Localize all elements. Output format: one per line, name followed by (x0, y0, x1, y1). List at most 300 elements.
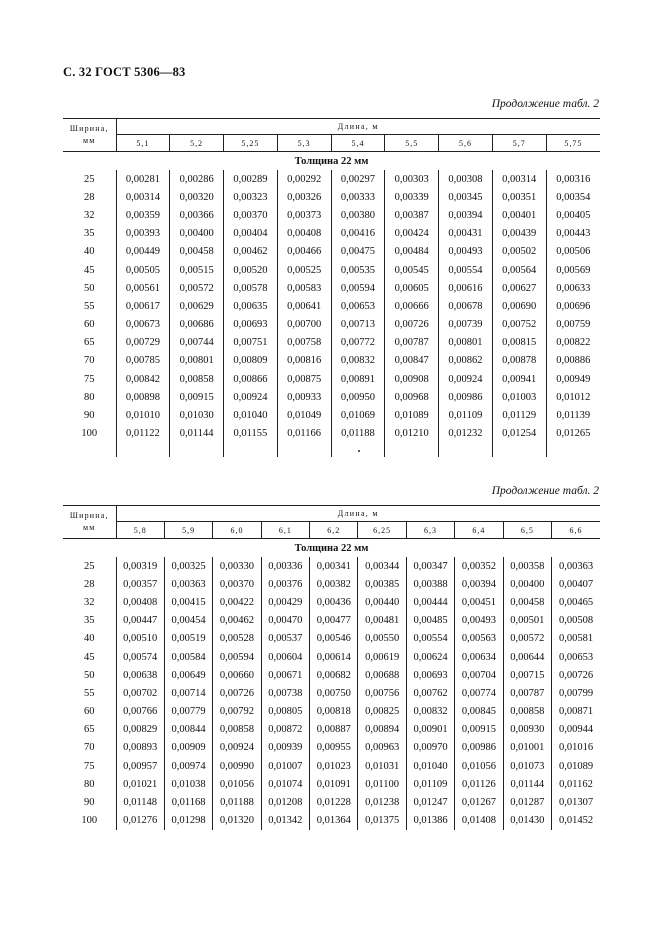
value-cell: 0,01228 (310, 793, 358, 811)
length-column-header: 5,25 (224, 135, 278, 152)
table-row (63, 721, 600, 739)
value-cell: 0,00714 (164, 684, 212, 702)
value-cell: 0,00930 (503, 721, 551, 739)
value-cell: 0,00858 (213, 721, 261, 739)
value-cell: 0,00909 (164, 739, 212, 757)
length-column-header: 6,2 (310, 522, 358, 539)
table-tail (63, 443, 600, 457)
value-cell: 0,01210 (385, 425, 439, 443)
value-cell: 0,00990 (213, 757, 261, 775)
value-cell: 0,01010 (116, 406, 170, 424)
value-cell: 0,00424 (385, 225, 439, 243)
value-cell: 0,00678 (439, 297, 493, 315)
value-cell: 0,00866 (224, 370, 278, 388)
value-cell: 0,01298 (164, 812, 212, 830)
value-cell: 0,00801 (170, 352, 224, 370)
length-group-header: Длина, м (116, 119, 600, 135)
value-cell: 0,00515 (170, 261, 224, 279)
value-cell: 0,00924 (439, 370, 493, 388)
width-cell: 45 (84, 651, 95, 663)
value-cell: 0,00924 (213, 739, 261, 757)
value-cell: 0,00968 (385, 388, 439, 406)
value-cell: 0,00363 (552, 557, 601, 575)
value-cell: 0,00477 (310, 612, 358, 630)
value-cell: 0,00528 (213, 630, 261, 648)
value-cell: 0,00792 (213, 703, 261, 721)
value-cell: 0,01430 (503, 812, 551, 830)
value-cell: 0,00641 (277, 297, 331, 315)
value-cell: 0,01232 (439, 425, 493, 443)
value-cell: 0,00759 (546, 316, 600, 334)
value-cell: 0,00481 (358, 612, 406, 630)
width-cell: 35 (84, 615, 95, 627)
value-cell: 0,00581 (552, 630, 601, 648)
value-cell: 0,00465 (552, 593, 601, 611)
value-cell: 0,00801 (439, 334, 493, 352)
value-cell: 0,00604 (261, 648, 309, 666)
weight-table-2 (63, 505, 600, 830)
value-cell: 0,00702 (116, 684, 164, 702)
value-cell: 0,01100 (358, 775, 406, 793)
value-cell: 0,00847 (385, 352, 439, 370)
value-cell: 0,01091 (310, 775, 358, 793)
value-cell: 0,00686 (170, 316, 224, 334)
length-column-header: 5,9 (164, 522, 212, 539)
value-cell: 0,00963 (358, 739, 406, 757)
value-cell: 0,00886 (546, 352, 600, 370)
table-row (63, 757, 600, 775)
width-cell: 80 (84, 391, 95, 403)
value-cell: 0,00382 (310, 575, 358, 593)
value-cell: 0,00510 (116, 630, 164, 648)
value-cell: 0,01307 (552, 793, 601, 811)
value-cell: 0,00818 (310, 703, 358, 721)
value-cell: 0,01375 (358, 812, 406, 830)
value-cell: 0,00696 (546, 297, 600, 315)
value-cell: 0,00729 (116, 334, 170, 352)
length-column-header: 6,25 (358, 522, 406, 539)
value-cell: 0,00354 (546, 188, 600, 206)
value-cell: 0,00493 (439, 243, 493, 261)
value-cell: 0,00535 (331, 261, 385, 279)
value-cell: 0,00376 (261, 575, 309, 593)
length-column-header: 5,7 (492, 135, 546, 152)
table-row (63, 793, 600, 811)
value-cell: 0,00485 (406, 612, 454, 630)
value-cell: 0,01109 (406, 775, 454, 793)
value-cell: 0,00744 (170, 334, 224, 352)
value-cell: 0,00986 (439, 388, 493, 406)
value-cell: 0,00351 (492, 188, 546, 206)
table-row (63, 406, 600, 424)
width-cell: 50 (84, 282, 95, 294)
table-row (63, 261, 600, 279)
value-cell: 0,00286 (170, 170, 224, 188)
value-cell: 0,01144 (503, 775, 551, 793)
value-cell: 0,00986 (455, 739, 503, 757)
value-cell: 0,01452 (552, 812, 601, 830)
width-cell: 45 (84, 264, 95, 276)
value-cell: 0,01056 (455, 757, 503, 775)
length-column-header: 5,8 (116, 522, 164, 539)
value-cell: 0,00739 (439, 316, 493, 334)
value-cell: 0,00308 (439, 170, 493, 188)
value-cell: 0,00779 (164, 703, 212, 721)
width-cell: 40 (84, 246, 95, 258)
value-cell: 0,01122 (116, 425, 170, 443)
value-cell: 0,01166 (277, 425, 331, 443)
value-cell: 0,00564 (492, 261, 546, 279)
value-cell: 0,00359 (116, 206, 170, 224)
width-cell: 55 (84, 300, 95, 312)
thickness-section-title: Толщина 22 мм (294, 542, 369, 554)
table-row (63, 648, 600, 666)
value-cell: 0,00616 (439, 279, 493, 297)
value-cell: 0,00673 (116, 316, 170, 334)
value-cell: 0,00447 (116, 612, 164, 630)
value-cell: 0,00572 (170, 279, 224, 297)
value-cell: 0,00624 (406, 648, 454, 666)
value-cell: 0,00751 (224, 334, 278, 352)
value-cell: 0,00799 (552, 684, 601, 702)
value-cell: 0,00470 (261, 612, 309, 630)
value-cell: 0,00546 (310, 630, 358, 648)
width-cell: 100 (81, 428, 98, 440)
value-cell: 0,00758 (277, 334, 331, 352)
value-cell: 0,00638 (116, 666, 164, 684)
table-row (63, 316, 600, 334)
table-row (63, 666, 600, 684)
value-cell: 0,00344 (358, 557, 406, 575)
value-cell: 0,00690 (492, 297, 546, 315)
value-cell: 0,00292 (277, 170, 331, 188)
value-cell: 0,01320 (213, 812, 261, 830)
value-cell: 0,00785 (116, 352, 170, 370)
value-cell: 0,00715 (503, 666, 551, 684)
value-cell: 0,01188 (213, 793, 261, 811)
value-cell: 0,00832 (406, 703, 454, 721)
table-row (63, 334, 600, 352)
value-cell: 0,00440 (358, 593, 406, 611)
width-cell: 75 (84, 760, 95, 772)
continuation-label-1: Продолжение табл. 2 (491, 98, 599, 110)
value-cell: 0,00404 (224, 225, 278, 243)
table-row (63, 575, 600, 593)
value-cell: 0,00520 (224, 261, 278, 279)
value-cell: 0,00594 (213, 648, 261, 666)
value-cell: 0,01276 (116, 812, 164, 830)
value-cell: 0,00915 (455, 721, 503, 739)
page-header: С. 32 ГОСТ 5306—83 (63, 65, 186, 79)
value-cell: 0,00858 (503, 703, 551, 721)
length-column-header: 5,2 (170, 135, 224, 152)
value-cell: 0,01030 (170, 406, 224, 424)
value-cell: 0,00400 (170, 225, 224, 243)
table-row (63, 170, 600, 188)
value-cell: 0,00289 (224, 170, 278, 188)
value-cell: 0,01089 (552, 757, 601, 775)
value-cell: 0,00333 (331, 188, 385, 206)
value-cell: 0,00462 (213, 612, 261, 630)
value-cell: 0,00949 (546, 370, 600, 388)
value-cell: 0,00407 (552, 575, 601, 593)
value-cell: 0,01001 (503, 739, 551, 757)
value-cell: 0,00370 (224, 206, 278, 224)
width-cell: 65 (84, 337, 95, 349)
value-cell: 0,00550 (358, 630, 406, 648)
value-cell: 0,00519 (164, 630, 212, 648)
value-cell: 0,00682 (310, 666, 358, 684)
value-cell: 0,01254 (492, 425, 546, 443)
value-cell: 0,01408 (455, 812, 503, 830)
value-cell: 0,00957 (116, 757, 164, 775)
value-cell: 0,00629 (170, 297, 224, 315)
value-cell: 0,01144 (170, 425, 224, 443)
value-cell: 0,00605 (385, 279, 439, 297)
width-cell: 65 (84, 724, 95, 736)
value-cell: 0,00871 (552, 703, 601, 721)
value-cell: 0,00704 (455, 666, 503, 684)
value-cell: 0,00366 (170, 206, 224, 224)
value-cell: 0,00774 (455, 684, 503, 702)
value-cell: 0,00893 (116, 739, 164, 757)
value-cell: 0,00700 (277, 316, 331, 334)
value-cell: 0,00898 (116, 388, 170, 406)
value-cell: 0,00644 (503, 648, 551, 666)
value-cell: 0,01342 (261, 812, 309, 830)
thickness-section-title: Толщина 22 мм (294, 155, 369, 167)
value-cell: 0,00475 (331, 243, 385, 261)
value-cell: 0,00688 (358, 666, 406, 684)
value-cell: 0,01162 (552, 775, 601, 793)
value-cell: 0,00408 (116, 593, 164, 611)
value-cell: 0,01069 (331, 406, 385, 424)
table-row (63, 388, 600, 406)
width-column-header (63, 119, 116, 152)
weight-table-1 (63, 118, 600, 457)
table-row (63, 352, 600, 370)
length-column-header: 6,4 (455, 522, 503, 539)
value-cell: 0,00502 (492, 243, 546, 261)
value-cell: 0,00380 (331, 206, 385, 224)
value-cell: 0,00431 (439, 225, 493, 243)
value-cell: 0,00693 (224, 316, 278, 334)
value-cell: 0,00387 (385, 206, 439, 224)
length-group-header: Длина, м (116, 506, 600, 522)
value-cell: 0,00405 (546, 206, 600, 224)
value-cell: 0,00297 (331, 170, 385, 188)
length-column-header: 5,1 (116, 135, 170, 152)
value-cell: 0,00363 (164, 575, 212, 593)
value-cell: 0,01155 (224, 425, 278, 443)
value-cell: 0,01040 (224, 406, 278, 424)
value-cell: 0,00845 (455, 703, 503, 721)
table-row (63, 370, 600, 388)
value-cell: 0,00653 (552, 648, 601, 666)
value-cell: 0,00370 (213, 575, 261, 593)
value-cell: 0,00660 (213, 666, 261, 684)
value-cell: 0,00508 (552, 612, 601, 630)
value-cell: 0,01168 (164, 793, 212, 811)
value-cell: 0,00578 (224, 279, 278, 297)
value-cell: 0,00484 (385, 243, 439, 261)
length-column-header: 5,75 (546, 135, 600, 152)
value-cell: 0,01265 (546, 425, 600, 443)
width-cell: 90 (84, 410, 95, 422)
value-cell: 0,00756 (358, 684, 406, 702)
value-cell: 0,01287 (503, 793, 551, 811)
value-cell: 0,00449 (116, 243, 170, 261)
value-cell: 0,00443 (546, 225, 600, 243)
value-cell: 0,00713 (331, 316, 385, 334)
value-cell: 0,00974 (164, 757, 212, 775)
width-header-unit: мм (82, 523, 96, 532)
value-cell: 0,00583 (277, 279, 331, 297)
continuation-label-2: Продолжение табл. 2 (491, 485, 599, 497)
value-cell: 0,00572 (503, 630, 551, 648)
value-cell: 0,01126 (455, 775, 503, 793)
table-row (63, 684, 600, 702)
value-cell: 0,01139 (546, 406, 600, 424)
length-column-header: 6,5 (503, 522, 551, 539)
value-cell: 0,00316 (546, 170, 600, 188)
width-header-unit: мм (82, 136, 96, 145)
value-cell: 0,01238 (358, 793, 406, 811)
value-cell: 0,00347 (406, 557, 454, 575)
width-column-header (63, 506, 116, 539)
value-cell: 0,01031 (358, 757, 406, 775)
value-cell: 0,00415 (164, 593, 212, 611)
value-cell: 0,00493 (455, 612, 503, 630)
value-cell: 0,01267 (455, 793, 503, 811)
value-cell: 0,00738 (261, 684, 309, 702)
value-cell: 0,00933 (277, 388, 331, 406)
length-column-header: 5,4 (331, 135, 385, 152)
value-cell: 0,00842 (116, 370, 170, 388)
value-cell: 0,00545 (385, 261, 439, 279)
value-cell: 0,00772 (331, 334, 385, 352)
width-cell: 40 (84, 633, 95, 645)
value-cell: 0,00649 (164, 666, 212, 684)
value-cell: 0,00634 (455, 648, 503, 666)
value-cell: 0,00787 (503, 684, 551, 702)
length-column-header: 6,6 (552, 522, 601, 539)
value-cell: 0,00462 (224, 243, 278, 261)
value-cell: 0,00505 (116, 261, 170, 279)
value-cell: 0,01023 (310, 757, 358, 775)
value-cell: 0,01040 (406, 757, 454, 775)
value-cell: 0,00809 (224, 352, 278, 370)
width-cell: 90 (84, 797, 95, 809)
length-column-header: 6,3 (406, 522, 454, 539)
value-cell: 0,00750 (310, 684, 358, 702)
value-cell: 0,00878 (492, 352, 546, 370)
table-row (63, 557, 600, 575)
value-cell: 0,00326 (277, 188, 331, 206)
value-cell: 0,00924 (224, 388, 278, 406)
value-cell: 0,00825 (358, 703, 406, 721)
value-cell: 0,00314 (492, 170, 546, 188)
value-cell: 0,00635 (224, 297, 278, 315)
value-cell: 0,00901 (406, 721, 454, 739)
width-cell: 32 (84, 596, 95, 608)
value-cell: 0,00537 (261, 630, 309, 648)
value-cell: 0,00506 (546, 243, 600, 261)
table-row (63, 188, 600, 206)
value-cell: 0,00894 (358, 721, 406, 739)
value-cell: 0,01129 (492, 406, 546, 424)
width-cell: 28 (84, 578, 95, 590)
value-cell: 0,00358 (503, 557, 551, 575)
width-header-label: Ширина, (69, 124, 109, 133)
value-cell: 0,00950 (331, 388, 385, 406)
value-cell: 0,00858 (170, 370, 224, 388)
length-column-header: 6,1 (261, 522, 309, 539)
value-cell: 0,00752 (492, 316, 546, 334)
value-cell: 0,00319 (116, 557, 164, 575)
table-row (63, 812, 600, 830)
table-row (63, 775, 600, 793)
value-cell: 0,00401 (492, 206, 546, 224)
table-row (63, 206, 600, 224)
value-cell: 0,00330 (213, 557, 261, 575)
value-cell: 0,00444 (406, 593, 454, 611)
value-cell: 0,01386 (406, 812, 454, 830)
value-cell: 0,01056 (213, 775, 261, 793)
value-cell: 0,00955 (310, 739, 358, 757)
table-row (63, 593, 600, 611)
page-speck (358, 450, 360, 452)
value-cell: 0,00561 (116, 279, 170, 297)
value-cell: 0,01148 (116, 793, 164, 811)
value-cell: 0,00394 (439, 206, 493, 224)
value-cell: 0,00314 (116, 188, 170, 206)
width-cell: 70 (84, 355, 95, 367)
value-cell: 0,00352 (455, 557, 503, 575)
value-cell: 0,00908 (385, 370, 439, 388)
width-cell: 28 (84, 191, 95, 203)
length-column-header: 5,3 (277, 135, 331, 152)
value-cell: 0,01109 (439, 406, 493, 424)
width-cell: 50 (84, 669, 95, 681)
value-cell: 0,00671 (261, 666, 309, 684)
value-cell: 0,00569 (546, 261, 600, 279)
value-cell: 0,00941 (492, 370, 546, 388)
value-cell: 0,00339 (385, 188, 439, 206)
width-cell: 70 (84, 742, 95, 754)
value-cell: 0,00341 (310, 557, 358, 575)
value-cell: 0,00394 (455, 575, 503, 593)
value-cell: 0,00844 (164, 721, 212, 739)
width-cell: 60 (84, 706, 95, 718)
value-cell: 0,00584 (164, 648, 212, 666)
value-cell: 0,00970 (406, 739, 454, 757)
value-cell: 0,00766 (116, 703, 164, 721)
table-row (63, 612, 600, 630)
value-cell: 0,00653 (331, 297, 385, 315)
value-cell: 0,00872 (261, 721, 309, 739)
value-cell: 0,00554 (439, 261, 493, 279)
value-cell: 0,00666 (385, 297, 439, 315)
length-column-header: 5,6 (439, 135, 493, 152)
table-row (63, 225, 600, 243)
value-cell: 0,00451 (455, 593, 503, 611)
table-row (63, 703, 600, 721)
value-cell: 0,00436 (310, 593, 358, 611)
value-cell: 0,00891 (331, 370, 385, 388)
value-cell: 0,00336 (261, 557, 309, 575)
value-cell: 0,00345 (439, 188, 493, 206)
